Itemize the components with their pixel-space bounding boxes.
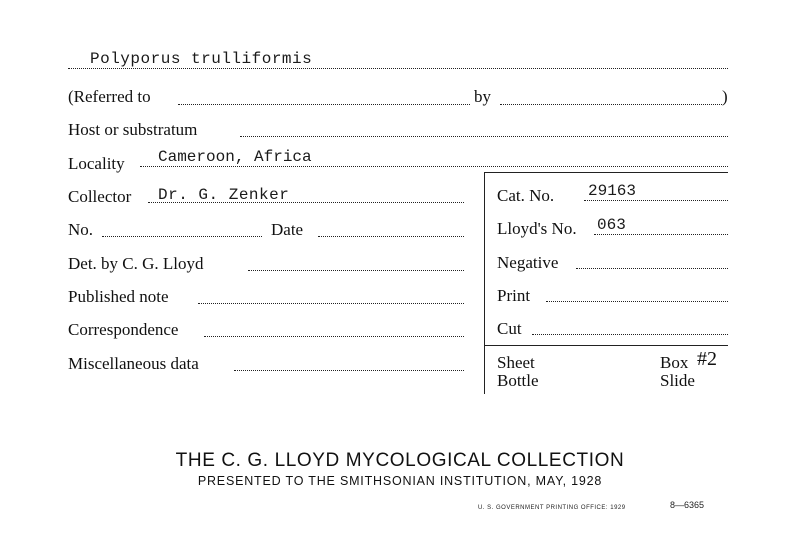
det-line	[248, 270, 464, 271]
box-left-border	[484, 172, 485, 394]
no-label: No.	[68, 220, 94, 239]
species-line	[68, 68, 728, 69]
referred-to-line	[178, 104, 470, 105]
locality-line	[140, 166, 728, 167]
printing-office-note: U. S. GOVERNMENT PRINTING OFFICE: 1929	[478, 505, 626, 511]
no-line	[102, 236, 262, 237]
bottle-label: Bottle	[497, 371, 539, 390]
slide-label: Slide	[660, 371, 695, 390]
cat-no-line	[584, 200, 728, 201]
box-value: #2	[697, 348, 717, 370]
collection-subtitle: PRESENTED TO THE SMITHSONIAN INSTITUTION, MAY, 1928	[197, 474, 603, 488]
box-top-border	[484, 172, 728, 173]
published-note-label: Published note	[68, 287, 169, 306]
by-line	[500, 104, 722, 105]
date-line	[318, 236, 464, 237]
collector-label: Collector	[68, 187, 132, 206]
cat-no-label: Cat. No.	[497, 186, 555, 205]
locality-value: Cameroon, Africa	[158, 148, 312, 166]
box-label: Box	[660, 353, 689, 372]
correspondence-line	[204, 336, 464, 337]
locality-label: Locality	[68, 154, 125, 173]
cat-no-value: 29163	[588, 182, 637, 200]
cut-label: Cut	[497, 319, 522, 338]
lloyds-no-label: Lloyd's No.	[497, 219, 577, 238]
referred-to-label: (Referred to	[68, 87, 151, 106]
correspondence-label: Correspondence	[68, 320, 179, 339]
cut-line	[532, 334, 728, 335]
print-line	[546, 301, 728, 302]
by-label: by	[474, 87, 491, 106]
form-code: 8—6365	[670, 500, 705, 510]
det-label: Det. by C. G. Lloyd	[68, 254, 204, 273]
collector-line	[148, 202, 464, 203]
collector-value: Dr. G. Zenker	[158, 186, 290, 204]
misc-data-label: Miscellaneous data	[68, 354, 199, 373]
host-line	[240, 136, 728, 137]
box-divider	[484, 345, 728, 346]
sheet-label: Sheet	[497, 353, 535, 372]
host-label: Host or substratum	[68, 120, 198, 139]
lloyds-no-line	[594, 234, 728, 235]
lloyds-no-value: 063	[597, 216, 626, 234]
negative-line	[576, 268, 728, 269]
close-paren: )	[722, 87, 728, 106]
collection-title: THE C. G. LLOYD MYCOLOGICAL COLLECTION	[175, 450, 625, 471]
date-label: Date	[271, 220, 304, 239]
species-name: Polyporus trulliformis	[90, 50, 313, 68]
negative-label: Negative	[497, 253, 559, 272]
published-note-line	[198, 303, 464, 304]
misc-data-line	[234, 370, 464, 371]
print-label: Print	[497, 286, 531, 305]
